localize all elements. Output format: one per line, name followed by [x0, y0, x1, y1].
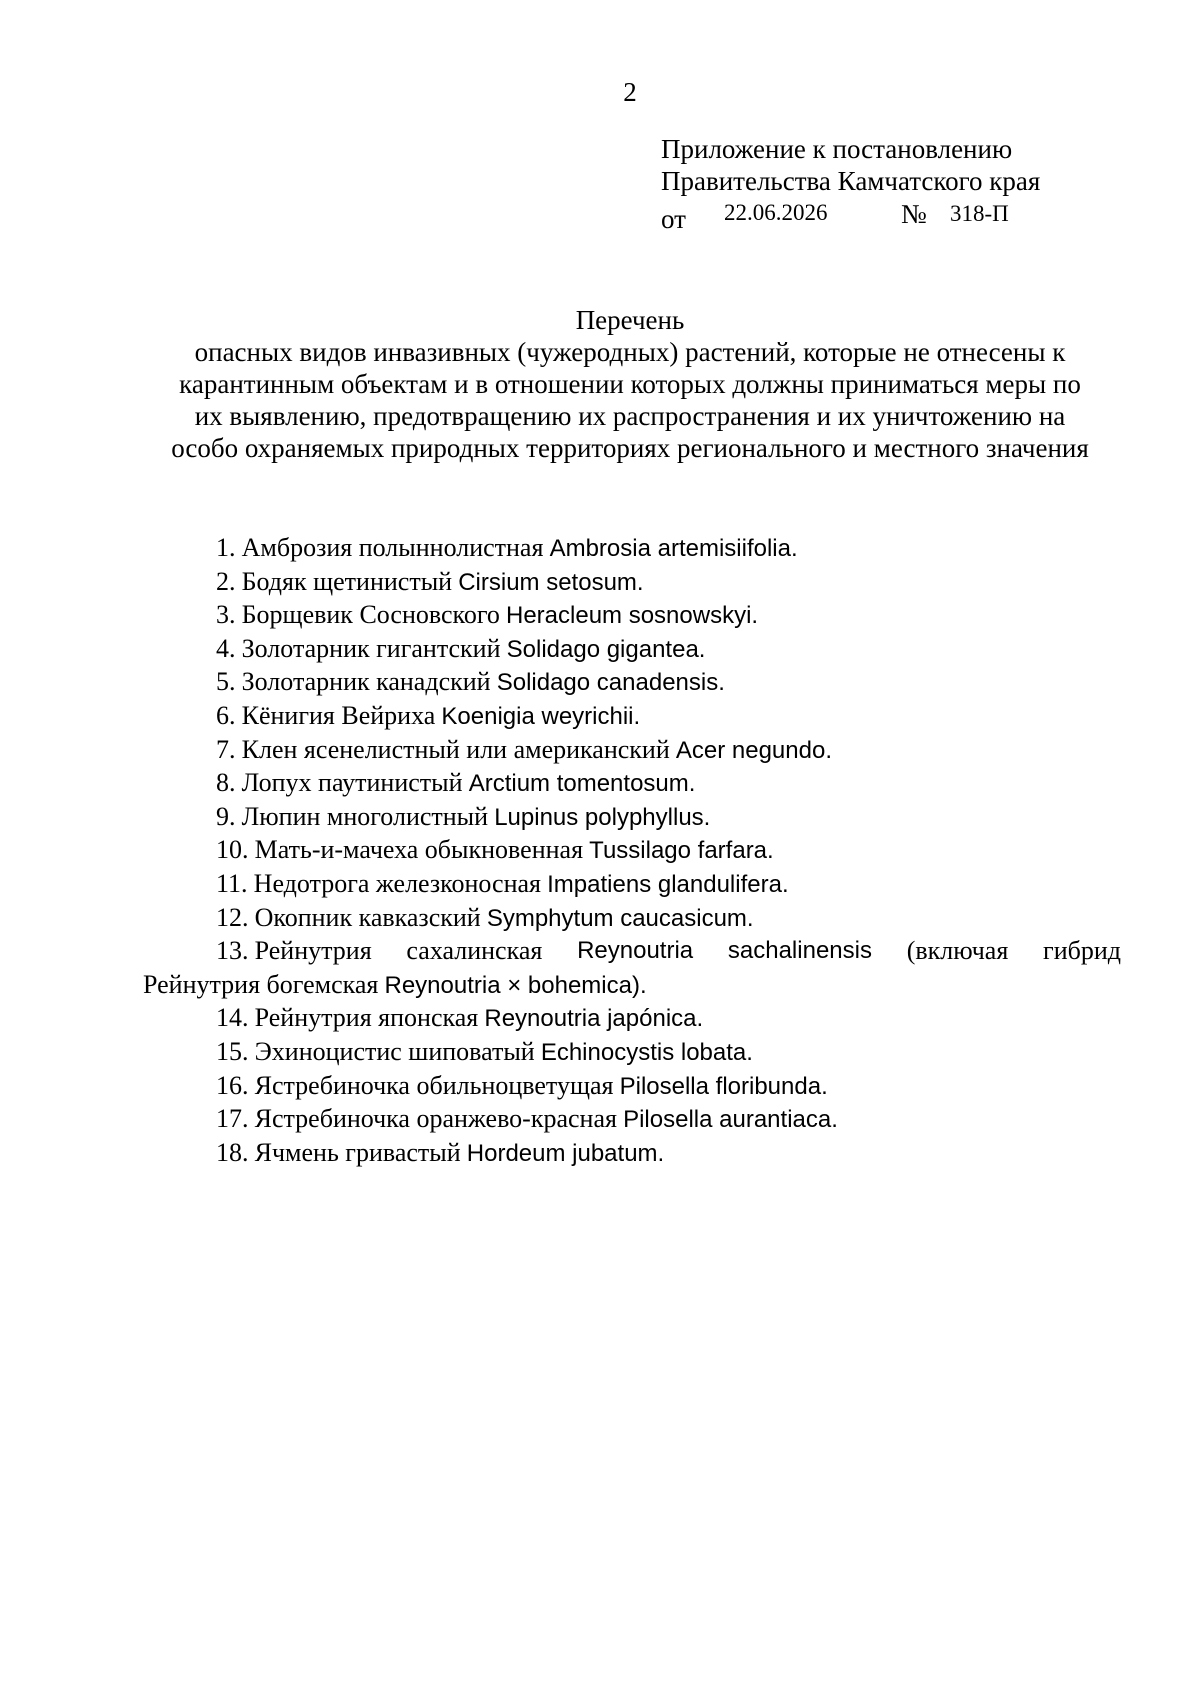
item-latin-name: Echinocystis lobata.	[540, 1038, 753, 1066]
item-russian-name: Недотрога железконосная	[253, 868, 542, 898]
item-13-second-line	[143, 969, 1121, 1003]
item-russian-name: Амброзия полыннолистная	[241, 533, 544, 562]
list-item	[143, 902, 1121, 936]
item-russian-name: Клен ясенелистный или американский	[241, 734, 670, 764]
list-item	[143, 700, 1121, 734]
list-item	[143, 801, 1121, 835]
item-latin-name: Symphytum caucasicum.	[486, 904, 754, 932]
item-russian-name: Рейнутрия богемская	[143, 969, 379, 999]
item-13-first-line	[216, 935, 1121, 969]
item-13-word-4: sachalinensis	[727, 937, 872, 965]
item-number: 8.	[216, 768, 236, 798]
item-number: 15.	[216, 1036, 249, 1066]
resolution-number: 318-П	[950, 201, 1009, 226]
list-item	[143, 868, 1121, 902]
list-item	[143, 599, 1121, 633]
resolution-date: 22.06.2026	[724, 200, 828, 225]
item-russian-name: Кёнигия Вейриха	[241, 700, 436, 730]
item-latin-name: Solidago gigantea.	[506, 635, 706, 663]
number-label: №	[901, 199, 927, 229]
item-russian-name: Золотарник канадский	[241, 667, 491, 697]
appendix-header	[661, 133, 1040, 233]
item-13-word-3: Reynoutria	[577, 937, 694, 965]
document-title	[140, 304, 1120, 464]
list-item	[143, 734, 1121, 768]
title-heading: Перечень	[575, 305, 685, 335]
list-item	[143, 834, 1121, 868]
item-russian-name: Эхиноцистис шиповатый	[254, 1036, 535, 1066]
item-russian-name: Окопник кавказский	[254, 902, 481, 932]
list-item	[143, 1103, 1121, 1137]
list-item	[143, 1070, 1121, 1104]
item-latin-name: Pilosella aurantiaca.	[623, 1106, 838, 1134]
appendix-line-2: Правительства Камчатского края	[661, 166, 1041, 196]
item-russian-name: Ястребиночка оранжево-красная	[254, 1104, 617, 1134]
item-russian-name: Ячмень гривастый	[254, 1137, 461, 1167]
item-russian-name: Борщевик Сосновского	[241, 600, 500, 630]
list-item	[143, 1137, 1121, 1171]
item-number: 12.	[216, 902, 249, 932]
list-item	[143, 532, 1121, 566]
item-russian-name: Люпин многолистный	[241, 801, 489, 831]
item-latin-name: Impatiens glandulifera.	[547, 870, 789, 898]
item-13-word-1: Рейнутрия	[254, 936, 372, 966]
item-russian-name: Лопух паутинистый	[241, 768, 463, 798]
title-line-1: опасных видов инвазивных (чужеродных) растений, которые не отнесены к	[194, 337, 1066, 367]
item-latin-name: Reynoutria × bohemica).	[384, 971, 647, 999]
page-number: 2	[623, 77, 637, 107]
item-13-word-2: сахалинская	[406, 936, 543, 966]
item-number: 16.	[216, 1070, 249, 1100]
item-latin-name: Reynoutria japónica.	[484, 1005, 704, 1033]
list-item	[143, 666, 1121, 700]
item-latin-name: Acer negundo.	[675, 736, 832, 764]
species-list	[143, 532, 1121, 1170]
from-label: от	[661, 204, 686, 234]
item-russian-name: Мать-и-мачеха обыкновенная	[254, 835, 584, 865]
item-number: 5.	[216, 667, 236, 697]
title-line-4: особо охраняемых природных территориях регионального и местного значения	[171, 433, 1089, 463]
item-number: 10.	[216, 835, 249, 865]
item-number: 11.	[216, 868, 248, 898]
appendix-line-1: Приложение к постановлению	[661, 134, 1013, 164]
item-russian-name: Золотарник гигантский	[241, 633, 501, 663]
item-number: 14.	[216, 1003, 249, 1033]
list-item	[143, 767, 1121, 801]
item-latin-name: Pilosella floribunda.	[619, 1072, 828, 1100]
title-line-3: их выявлению, предотвращению их распространения и их уничтожению на	[194, 401, 1066, 431]
item-number: 9.	[216, 801, 236, 831]
appendix-meta	[661, 197, 1040, 233]
item-latin-name: Heracleum sosnowskyi.	[506, 602, 759, 630]
item-number: 18.	[216, 1137, 249, 1167]
item-number: 6.	[216, 700, 236, 730]
item-number: 7.	[216, 734, 236, 764]
item-13-word-6: гибрид	[1043, 936, 1121, 966]
list-item	[143, 1002, 1121, 1036]
item-latin-name: Koenigia weyrichii.	[441, 702, 641, 730]
item-russian-name: Ястребиночка обильноцветущая	[254, 1070, 614, 1100]
item-number: 4.	[216, 633, 236, 663]
list-item	[143, 566, 1121, 600]
item-13-lead	[216, 935, 372, 969]
item-latin-name: Solidago canadensis.	[496, 669, 725, 697]
item-latin-name: Arctium tomentosum.	[468, 770, 696, 798]
item-latin-name: Tussilago farfara.	[589, 837, 774, 865]
list-item	[143, 633, 1121, 667]
title-line-2: карантинным объектам и в отношении которых должны приниматься меры по	[179, 369, 1081, 399]
item-number: 13.	[216, 936, 249, 966]
item-russian-name: Рейнутрия японская	[254, 1003, 479, 1033]
list-item	[143, 1036, 1121, 1070]
item-number: 17.	[216, 1104, 249, 1134]
list-item	[143, 935, 1121, 1002]
item-number: 2.	[216, 566, 236, 596]
item-latin-name: Ambrosia artemisiifolia.	[549, 535, 798, 562]
item-latin-name: Cirsium setosum.	[458, 568, 644, 596]
item-13-word-5: (включая	[906, 936, 1009, 966]
item-number: 3.	[216, 600, 236, 630]
item-latin-name: Hordeum jubatum.	[466, 1139, 665, 1167]
item-latin-name: Lupinus polyphyllus.	[494, 803, 711, 831]
item-russian-name: Бодяк щетинистый	[241, 566, 453, 596]
item-number: 1.	[216, 533, 236, 562]
